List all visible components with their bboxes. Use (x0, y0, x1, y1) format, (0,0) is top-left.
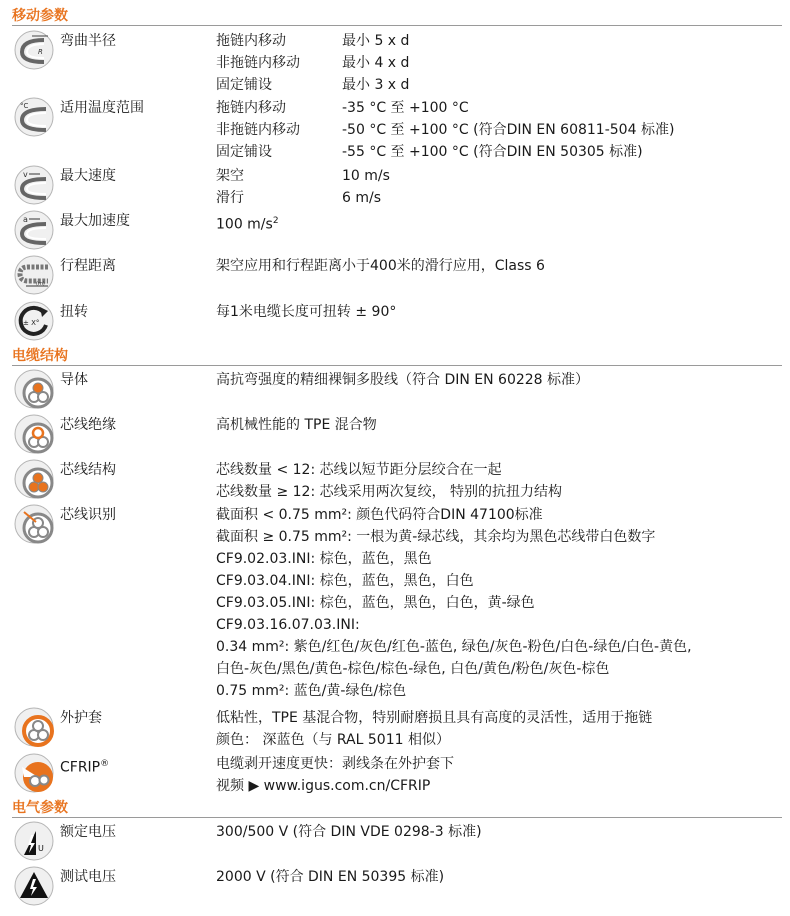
value-line: 300/500 V (符合 DIN VDE 0298-3 标准) (216, 824, 482, 840)
core-structure-icon (14, 459, 54, 499)
cfrip-icon (14, 753, 54, 793)
velocity-icon (14, 165, 54, 205)
conductor-icon (14, 369, 54, 409)
value-line: 芯线数量 < 12: 芯线以短节距分层绞合在一起 (216, 462, 502, 478)
label-cfrip: CFRIP® (60, 759, 110, 776)
outer-jacket-icon (14, 707, 54, 747)
value-line: 低粘性，TPE 基混合物，特别耐磨损且具有高度的灵活性，适用于拖链 (216, 710, 653, 726)
svg-text:(m): (m) (36, 281, 45, 287)
label-speed: 最大速度 (60, 168, 116, 184)
label-travel-distance: 行程距离 (60, 258, 116, 274)
label-core-identification: 芯线识别 (60, 507, 116, 523)
value-line: 拖链内移动 最小 5 x d (216, 33, 410, 49)
test-voltage-icon (14, 866, 54, 906)
cfrip-video-link[interactable]: 视频 ▶ www.igus.com.cn/CFRIP (216, 778, 431, 794)
value-line: 非拖链内移动 最小 4 x d (216, 55, 410, 71)
nominal-voltage-icon (14, 821, 54, 861)
nominal-voltage-values (216, 821, 482, 843)
value-line: 0.34 mm²: 紫色/红色/灰色/红色-蓝色, 绿色/灰色-粉色/白色-绿色/白色-黄色, (216, 639, 692, 655)
conductor-values (216, 369, 589, 391)
label-conductor: 导体 (60, 372, 88, 388)
value-line: 100 $m/s^2$ (216, 216, 279, 233)
value-line: CF9.02.03.INI: 棕色，蓝色，黑色 (216, 551, 432, 567)
outer-jacket-values (216, 707, 652, 751)
value-line: 颜色： 深蓝色（与 RAL 5011 相似） (216, 732, 450, 748)
section-title-electrical: 电气参数 (12, 800, 782, 818)
value-line: 芯线数量 ≥ 12: 芯线采用两次复绞， 特别的抗扭力结构 (216, 484, 563, 500)
value-line: 白色-灰色/黑色/黄色-棕色/棕色-绿色, 白色/黄色/粉色/灰色-棕色 (216, 661, 610, 677)
value-line: 截面积 ≥ 0.75 mm²: 一根为黄-绿芯线，其余均为黑色芯线带白色数字 (216, 529, 656, 545)
value-line: 非拖链内移动 -50 °C 至 +100 °C (符合DIN EN 60811-504 标准) (216, 122, 675, 138)
section-title-movement: 移动参数 (12, 8, 782, 26)
label-test-voltage: 测试电压 (60, 869, 116, 885)
label-outer-jacket: 外护套 (60, 710, 102, 726)
torsion-icon (14, 301, 54, 341)
label-bend-radius: 弯曲半径 (60, 33, 116, 49)
value-line: 高抗弯强度的精细裸铜多股线（符合 DIN EN 60228 标准） (216, 372, 590, 388)
section-title-cable: 电缆结构 (12, 348, 782, 366)
label-core-structure: 芯线结构 (60, 462, 116, 478)
value-line: 每1米电缆长度可扭转 ± 90° (216, 304, 397, 320)
value-line: 拖链内移动 -35 °C 至 +100 °C (216, 100, 469, 116)
value-line: 架空 10 m/s (216, 168, 390, 184)
value-line: 固定铺设 -55 °C 至 +100 °C (符合DIN EN 50305 标准) (216, 144, 643, 160)
travel-distance-values (216, 255, 545, 277)
value-line: 电缆剥开速度更快：剥线条在外护套下 (216, 756, 454, 772)
value-line: CF9.03.05.INI: 棕色，蓝色，黑色，白色，黄-绿色 (216, 595, 535, 611)
value-line: 2000 V (符合 DIN EN 50395 标准) (216, 869, 445, 885)
value-line: 滑行 6 m/s (216, 190, 382, 206)
speed-values (216, 165, 390, 209)
svg-text:°C: °C (20, 102, 29, 110)
cfrip-values (216, 753, 454, 797)
acceleration-icon (14, 210, 54, 250)
label-nominal-voltage: 额定电压 (60, 824, 116, 840)
value-line: CF9.03.16.07.03.INI: (216, 617, 360, 633)
core-identification-values (216, 504, 692, 702)
value-line: CF9.03.04.INI: 棕色，蓝色，黑色，白色 (216, 573, 474, 589)
label-core-insulation: 芯线绝缘 (60, 417, 116, 433)
value-line: 架空应用和行程距离小于400米的滑行应用，Class 6 (216, 258, 545, 274)
temperature-values (216, 97, 674, 163)
bend-radius-values (216, 30, 409, 96)
label-acceleration: 最大加速度 (60, 213, 130, 229)
value-line: 0.75 mm²: 蓝色/黄-绿色/棕色 (216, 683, 407, 699)
travel-distance-icon (14, 255, 54, 295)
svg-text:R: R (38, 48, 43, 56)
value-line: 截面积 < 0.75 mm²: 颜色代码符合DIN 47100标准 (216, 507, 543, 523)
svg-text:U: U (38, 844, 44, 853)
svg-text:a: a (23, 215, 28, 224)
torsion-values (216, 301, 396, 323)
svg-text:v: v (23, 170, 28, 179)
core-insulation-values (216, 414, 377, 436)
bend-radius-icon (14, 30, 54, 70)
core-identification-icon (14, 504, 54, 544)
label-temperature: 适用温度范围 (60, 100, 144, 116)
core-structure-values (216, 459, 562, 503)
test-voltage-values (216, 866, 444, 888)
svg-text:± X°: ± X° (23, 319, 40, 327)
core-insulation-icon (14, 414, 54, 454)
acceleration-values (216, 210, 279, 232)
label-torsion: 扭转 (60, 304, 88, 320)
value-line: 高机械性能的 TPE 混合物 (216, 417, 377, 433)
temperature-icon (14, 97, 54, 137)
value-line: 固定铺设 最小 3 x d (216, 77, 410, 93)
